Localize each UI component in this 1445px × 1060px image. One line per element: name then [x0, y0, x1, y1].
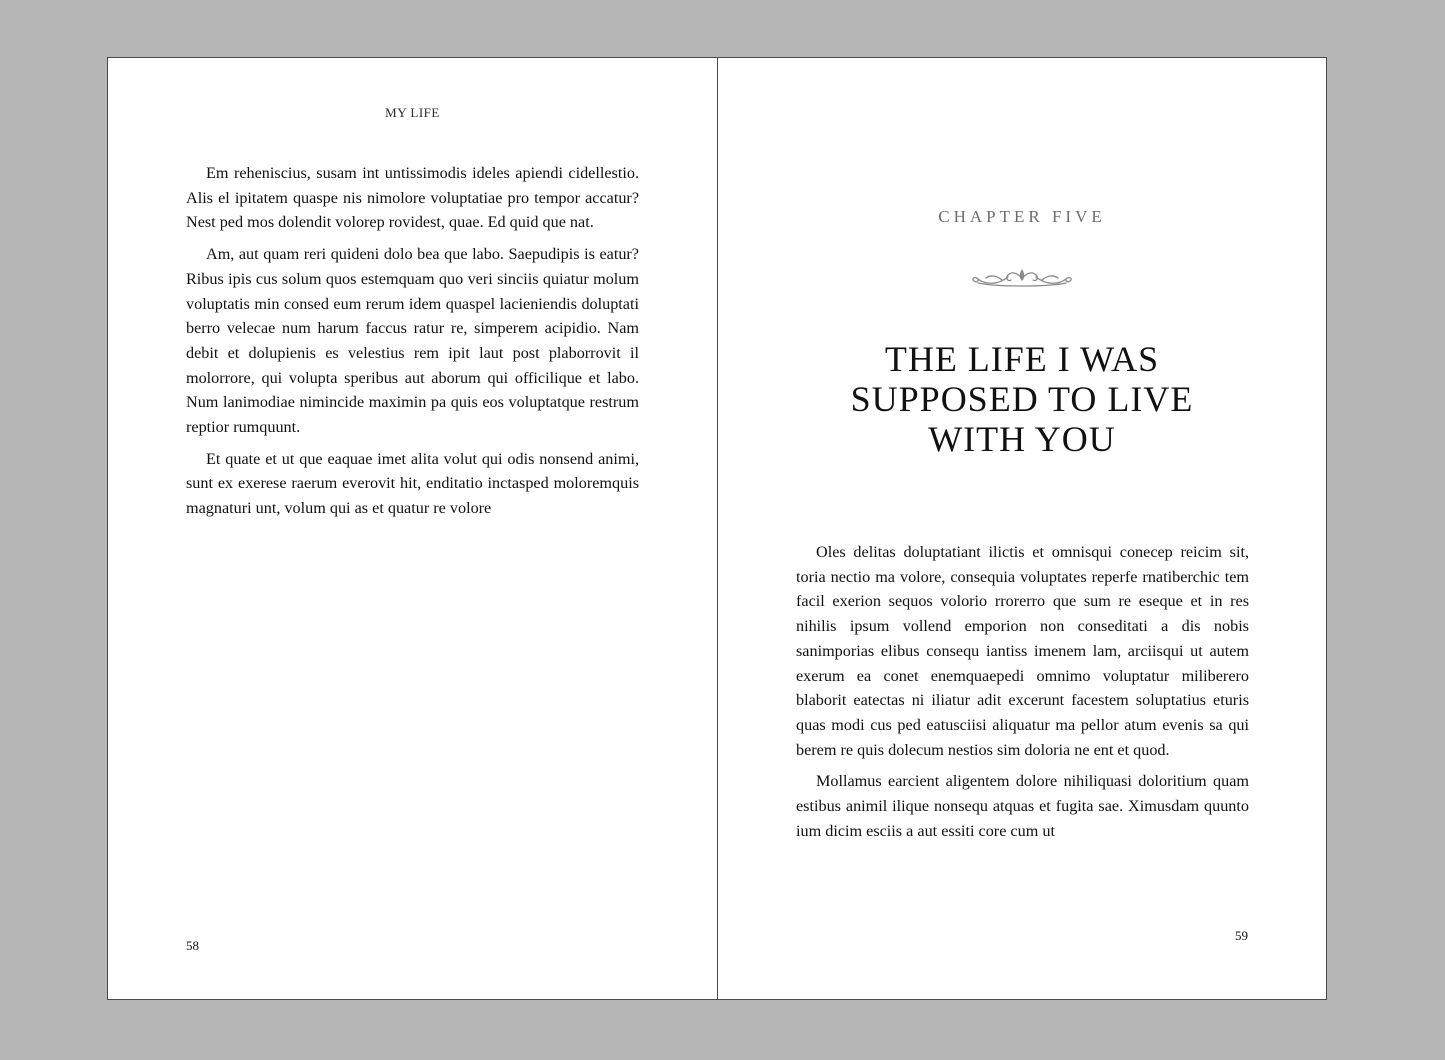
page-number: 58	[186, 938, 199, 953]
paragraph: Em reheniscius, susam int untissimodis ideles apiendi cidellestio. Alis el ipitatem quaspe nis nimolore voluptatiae pro tempor accatur? Nest ped mos dolendit volorep rovidest, quae. Ed quid que nat.	[186, 164, 639, 232]
chapter-title-line: SUPPOSED TO LIVE	[850, 379, 1194, 419]
book-spread	[107, 57, 1327, 1000]
left-body-text	[186, 161, 639, 528]
chapter-title-line: WITH YOU	[928, 419, 1116, 459]
page-number: 59	[1235, 928, 1248, 943]
right-body-text	[796, 540, 1249, 850]
right-page	[717, 58, 1326, 999]
paragraph: Mollamus earcient aligentem dolore nihiliquasi doloritium quam estibus animil ilique nonsequ atquas et fugita sae. Ximusdam quunto ium dicim esciis a aut essiti core cum ut	[796, 772, 1249, 840]
paragraph: Oles delitas doluptatiant ilictis et omnisqui conecep reicim sit, toria nectio ma volore, consequia voluptates reperfe rnatiberchic tem facil exerion sequos volorio rrorerro que sum re eseque et in res nihilis ipsum vollend emporion non conseditati a dis nobis sanimporias elibus consequ iantiss imenem lam, arciisqui ut autem exerum ea conet enemquaepedi omnimo voluptatur miliberero blaborit eatectas ni iliatur adit excerunt facestem soluptatius eturis quas modi cus ped eatusciisi aliquatur ma pellor atum evenis sa qui berem re quis dolecum nestios sim doloria ne ent et quod.	[796, 543, 1249, 759]
chapter-title-line: THE LIFE I WAS	[884, 339, 1160, 379]
flourish-ornament-icon	[968, 265, 1076, 291]
left-page	[108, 58, 717, 999]
chapter-title	[718, 339, 1326, 459]
paragraph: Et quate et ut que eaquae imet alita volut qui odis nonsend animi, sunt ex exerese raerum everovit hit, enditatio inctasped moloremquis magnaturi unt, volum qui as et quatur re volore	[186, 449, 639, 518]
paragraph: Am, aut quam reri quideni dolo bea que labo. Saepudipis is eatur? Ribus ipis cus solum quos estemquam quo veri sinciis quiatur molum voluptatis min consed eum rerum idem quaspel lacieniendis doluptati berro velecae num harum faccus ratur re, simperem acipidio. Nam debit et dolupienis es velestius rem ipit laut post plaborrovit il molorrore, qui volupta speribus aut aborum qui officilique et labo. Num lanimodiae nimincide maximin pa quis eos voluptatque restrum reptior rumquunt.	[186, 245, 639, 437]
running-head: MY LIFE	[385, 105, 440, 120]
chapter-label: CHAPTER FIVE	[938, 207, 1106, 226]
